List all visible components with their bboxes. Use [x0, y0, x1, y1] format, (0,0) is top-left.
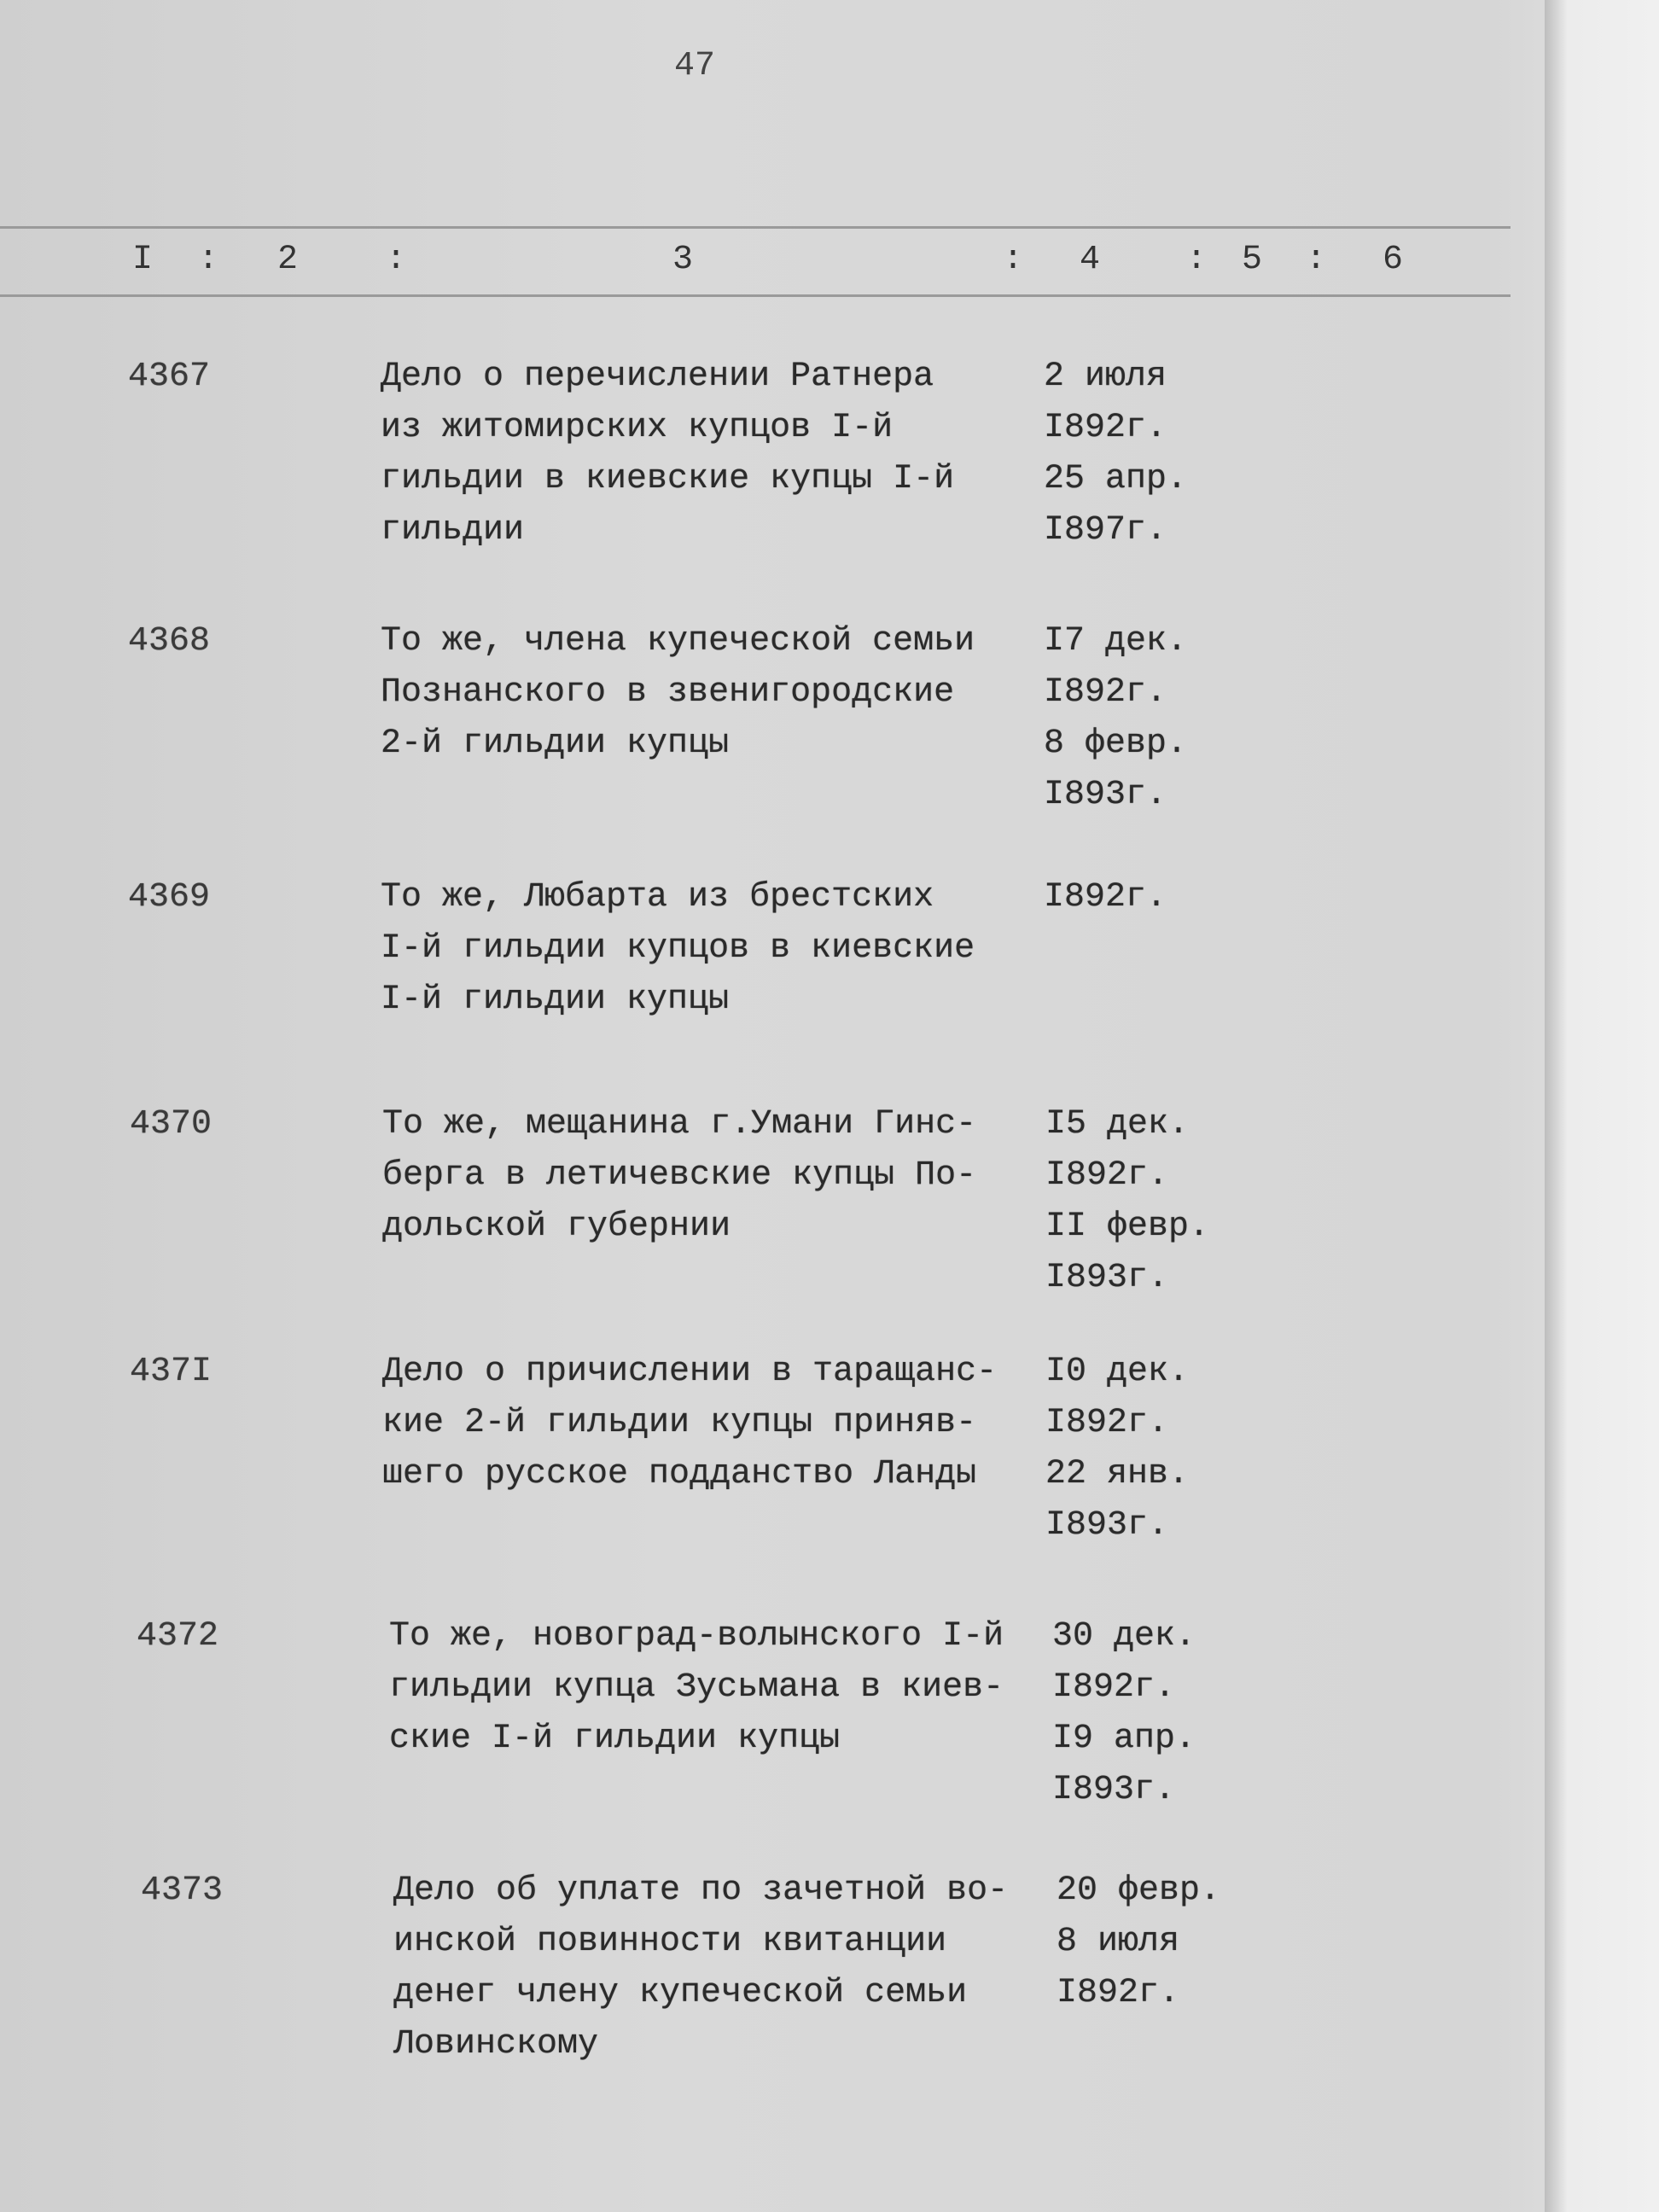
entry-number: 4373	[141, 1871, 224, 1910]
description-line: берга в летичевские купцы По-	[382, 1156, 977, 1195]
entry-description	[382, 1347, 997, 1500]
description-line: Дело об уплате по зачетной во-	[393, 1871, 1009, 1910]
header-top-rule	[0, 226, 1511, 229]
entry-dates	[1057, 1866, 1220, 2019]
column-header-1: I	[132, 241, 154, 279]
description-line: ские I-й гильдии купцы	[389, 1720, 841, 1758]
description-line: То же, новоград-волынского I-й	[389, 1617, 1004, 1656]
page-number: 47	[674, 47, 716, 85]
date-line: 8 февр.	[1044, 725, 1188, 763]
entry-dates	[1045, 1099, 1209, 1304]
date-line: I892г.	[1044, 673, 1167, 712]
entry-number: 4368	[128, 622, 211, 661]
date-line: I892г.	[1052, 1668, 1176, 1707]
description-line: денег члену купеческой семьи	[393, 1974, 968, 2012]
date-line: I892г.	[1045, 1156, 1169, 1195]
date-line: I893г.	[1044, 776, 1167, 814]
entry-dates	[1044, 872, 1167, 923]
column-header-5: 5	[1242, 241, 1263, 279]
description-line: I-й гильдии купцы	[381, 981, 730, 1019]
date-line: I897г.	[1044, 511, 1167, 550]
description-line: кие 2-й гильдии купцы приняв-	[382, 1404, 977, 1442]
date-line: 2 июля	[1044, 358, 1167, 396]
entry-number: 4369	[128, 878, 211, 917]
entry-number: 4372	[137, 1617, 219, 1656]
entry-dates	[1045, 1347, 1189, 1551]
entry-description	[381, 352, 954, 556]
date-line: I892г.	[1044, 878, 1167, 917]
description-line: Дело о перечислении Ратнера	[381, 358, 934, 396]
description-line: I-й гильдии купцов в киевские	[381, 929, 975, 968]
entry-number: 437I	[130, 1353, 212, 1391]
description-line: шего русское подданство Ланды	[382, 1455, 977, 1493]
date-line: I893г.	[1045, 1259, 1169, 1297]
column-header-2: 2	[277, 241, 299, 279]
description-line: инской повинности квитанции	[393, 1923, 947, 1961]
date-line: 20 февр.	[1057, 1871, 1221, 1910]
column-separator: :	[1186, 241, 1208, 279]
date-line: I892г.	[1044, 409, 1167, 447]
date-line: I893г.	[1045, 1506, 1169, 1545]
description-line: 2-й гильдии купцы	[381, 725, 730, 763]
date-line: I9 апр.	[1052, 1720, 1196, 1758]
description-line: То же, Любарта из брестских	[381, 878, 934, 917]
column-separator: :	[1003, 241, 1024, 279]
entry-number: 4367	[128, 358, 211, 396]
entry-description	[382, 1099, 976, 1253]
entry-description	[389, 1611, 1004, 1765]
column-separator: :	[386, 241, 407, 279]
entry-dates	[1044, 352, 1187, 556]
date-line: 25 апр.	[1044, 460, 1188, 498]
description-line: гильдии купца Зусьмана в киев-	[389, 1668, 1004, 1707]
date-line: I7 дек.	[1044, 622, 1188, 661]
description-line: Познанского в звенигородские	[381, 673, 955, 712]
entry-dates	[1052, 1611, 1196, 1816]
entry-description	[393, 1866, 1008, 2070]
description-line: То же, мещанина г.Умани Гинс-	[382, 1105, 977, 1144]
date-line: II февр.	[1045, 1208, 1210, 1246]
entry-description	[381, 872, 975, 1026]
description-line: из житомирских купцов I-й	[381, 409, 894, 447]
date-line: I893г.	[1052, 1771, 1176, 1809]
description-line: дольской губернии	[382, 1208, 731, 1246]
date-line: 30 дек.	[1052, 1617, 1196, 1656]
column-separator: :	[1306, 241, 1327, 279]
column-separator: :	[198, 241, 219, 279]
column-header-3: 3	[672, 241, 694, 279]
date-line: 22 янв.	[1045, 1455, 1190, 1493]
description-line: Дело о причислении в таращанс-	[382, 1353, 998, 1391]
paper-edge	[1545, 0, 1659, 2212]
entry-description	[381, 616, 975, 770]
date-line: I5 дек.	[1045, 1105, 1190, 1144]
entry-dates	[1044, 616, 1187, 821]
column-header-6: 6	[1382, 241, 1404, 279]
entry-number: 4370	[130, 1105, 212, 1144]
date-line: I892г.	[1057, 1974, 1180, 2012]
description-line: То же, члена купеческой семьи	[381, 622, 975, 661]
description-line: гильдии	[381, 511, 525, 550]
description-line: Ловинскому	[393, 2025, 599, 2064]
date-line: 8 июля	[1057, 1923, 1180, 1961]
date-line: I0 дек.	[1045, 1353, 1190, 1391]
header-bottom-rule	[0, 294, 1511, 297]
date-line: I892г.	[1045, 1404, 1169, 1442]
column-header-4: 4	[1080, 241, 1101, 279]
description-line: гильдии в киевские купцы I-й	[381, 460, 955, 498]
